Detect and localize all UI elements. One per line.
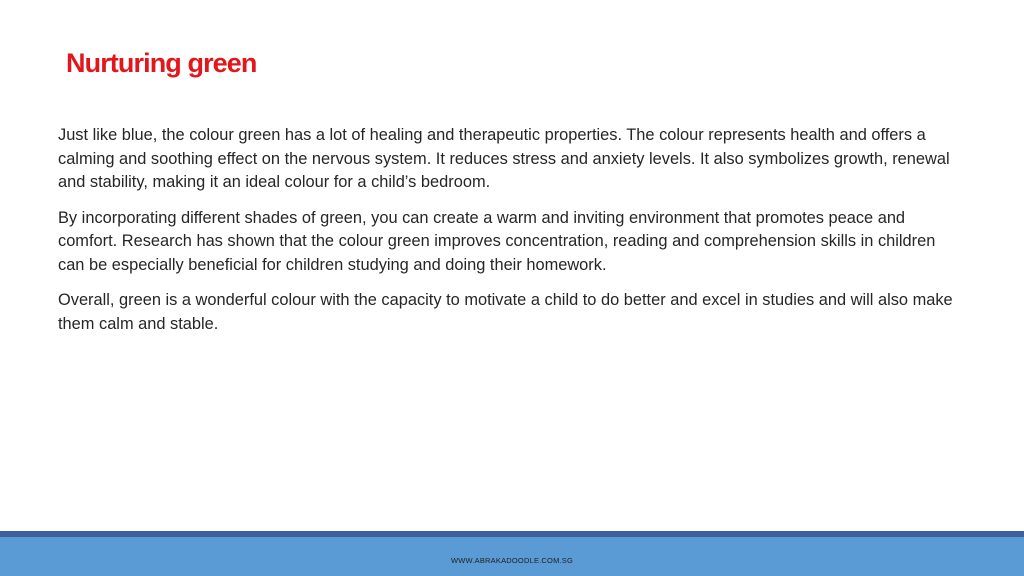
paragraph-1: Just like blue, the colour green has a lot of healing and therapeutic properties. The colour represents health and offers a calming and soothing effect on the nervous system. It reduces stress and anxiety levels. It also symbolizes growth, renewal and stability, making it an ideal colour for a child’s bedroom. [58,126,950,191]
footer-url: WWW.ABRAKADOODLE.COM.SG [450,556,574,565]
paragraph-3: Overall, green is a wonderful colour with the capacity to motivate a child to do better and excel in studies and will also make them calm and stable. [58,291,953,333]
slide-title: Nurturing green [66,48,257,78]
body-text [58,124,958,348]
paragraph-2: By incorporating different shades of green, you can create a warm and inviting environment that promotes peace and comfort. Research has shown that the colour green improves concentration, reading and comprehension skills in children can be especially beneficial for children studying and doing their homework. [58,208,936,274]
